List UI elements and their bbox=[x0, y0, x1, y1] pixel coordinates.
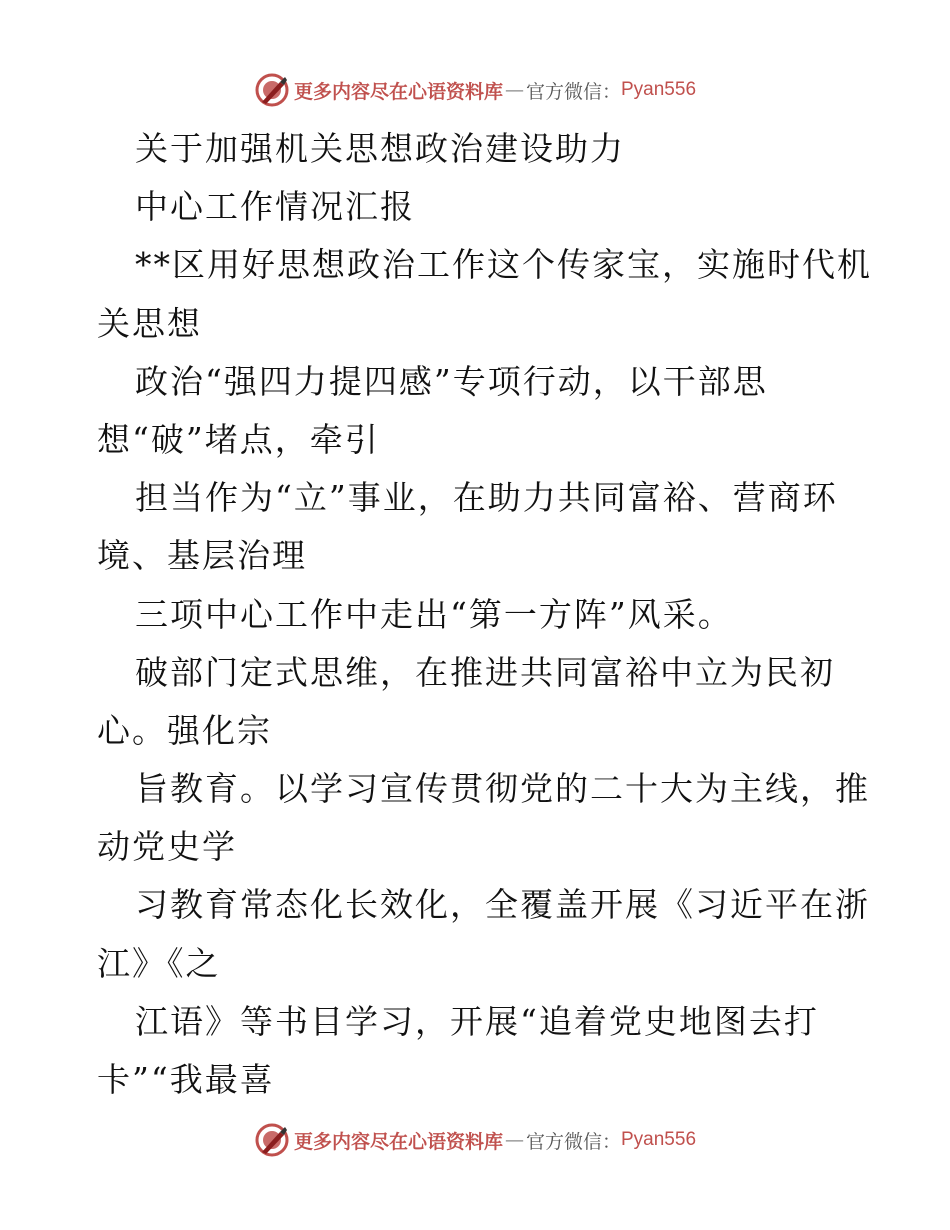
paragraph-line: 旨教育。以学习宣传贯彻党的二十大为主线，推 bbox=[135, 769, 870, 809]
paragraph-line: 担当作为“立”事业，在助力共同富裕、营商环 bbox=[135, 478, 838, 518]
banner-separator: — bbox=[504, 1129, 524, 1151]
footer-watermark-banner bbox=[0, 1120, 950, 1160]
paragraph-line: 三项中心工作中走出“第一方阵”风采。 bbox=[135, 594, 733, 634]
paragraph-line: **区用好思想政治工作这个传家宝，实施时代机 bbox=[135, 245, 872, 285]
title-line-1: 关于加强机关思想政治建设助力 bbox=[135, 129, 625, 168]
banner-account: Pyan556 bbox=[621, 79, 697, 100]
paragraph-line: 卡”“我最喜 bbox=[97, 1060, 275, 1099]
pen-logo-icon bbox=[254, 72, 290, 108]
paragraph-line: 习教育常态化长效化，全覆盖开展《习近平在浙 bbox=[135, 885, 870, 925]
pen-logo-icon bbox=[254, 1122, 290, 1158]
paragraph-line: 政治“强四力提四感”专项行动，以干部思 bbox=[135, 361, 768, 401]
paragraph-line: 破部门定式思维，在推进共同富裕中立为民初 bbox=[135, 652, 835, 692]
banner-account: Pyan556 bbox=[621, 1129, 697, 1150]
paragraph-line: 关思想 bbox=[97, 303, 202, 343]
paragraph-line: 江语》等书目学习，开展“追着党史地图去打 bbox=[135, 1001, 819, 1041]
paragraph-line: 心。强化宗 bbox=[97, 710, 272, 750]
banner-official-label: 官方微信： bbox=[525, 1130, 621, 1153]
banner-site-text: 更多内容尽在心语资料库 bbox=[293, 80, 503, 103]
header-watermark-banner bbox=[0, 70, 950, 110]
paragraph-line: 境、基层治理 bbox=[97, 536, 307, 576]
paragraph-line: 动党史学 bbox=[97, 827, 237, 867]
paragraph-line: 想“破”堵点，牵引 bbox=[97, 419, 380, 459]
banner-separator: — bbox=[504, 79, 524, 101]
title-line-2: 中心工作情况汇报 bbox=[135, 187, 415, 227]
banner-site-text: 更多内容尽在心语资料库 bbox=[293, 1130, 503, 1153]
paragraph-line: 江》《之 bbox=[97, 943, 221, 983]
document-body bbox=[97, 120, 872, 1109]
banner-official-label: 官方微信： bbox=[525, 80, 621, 103]
